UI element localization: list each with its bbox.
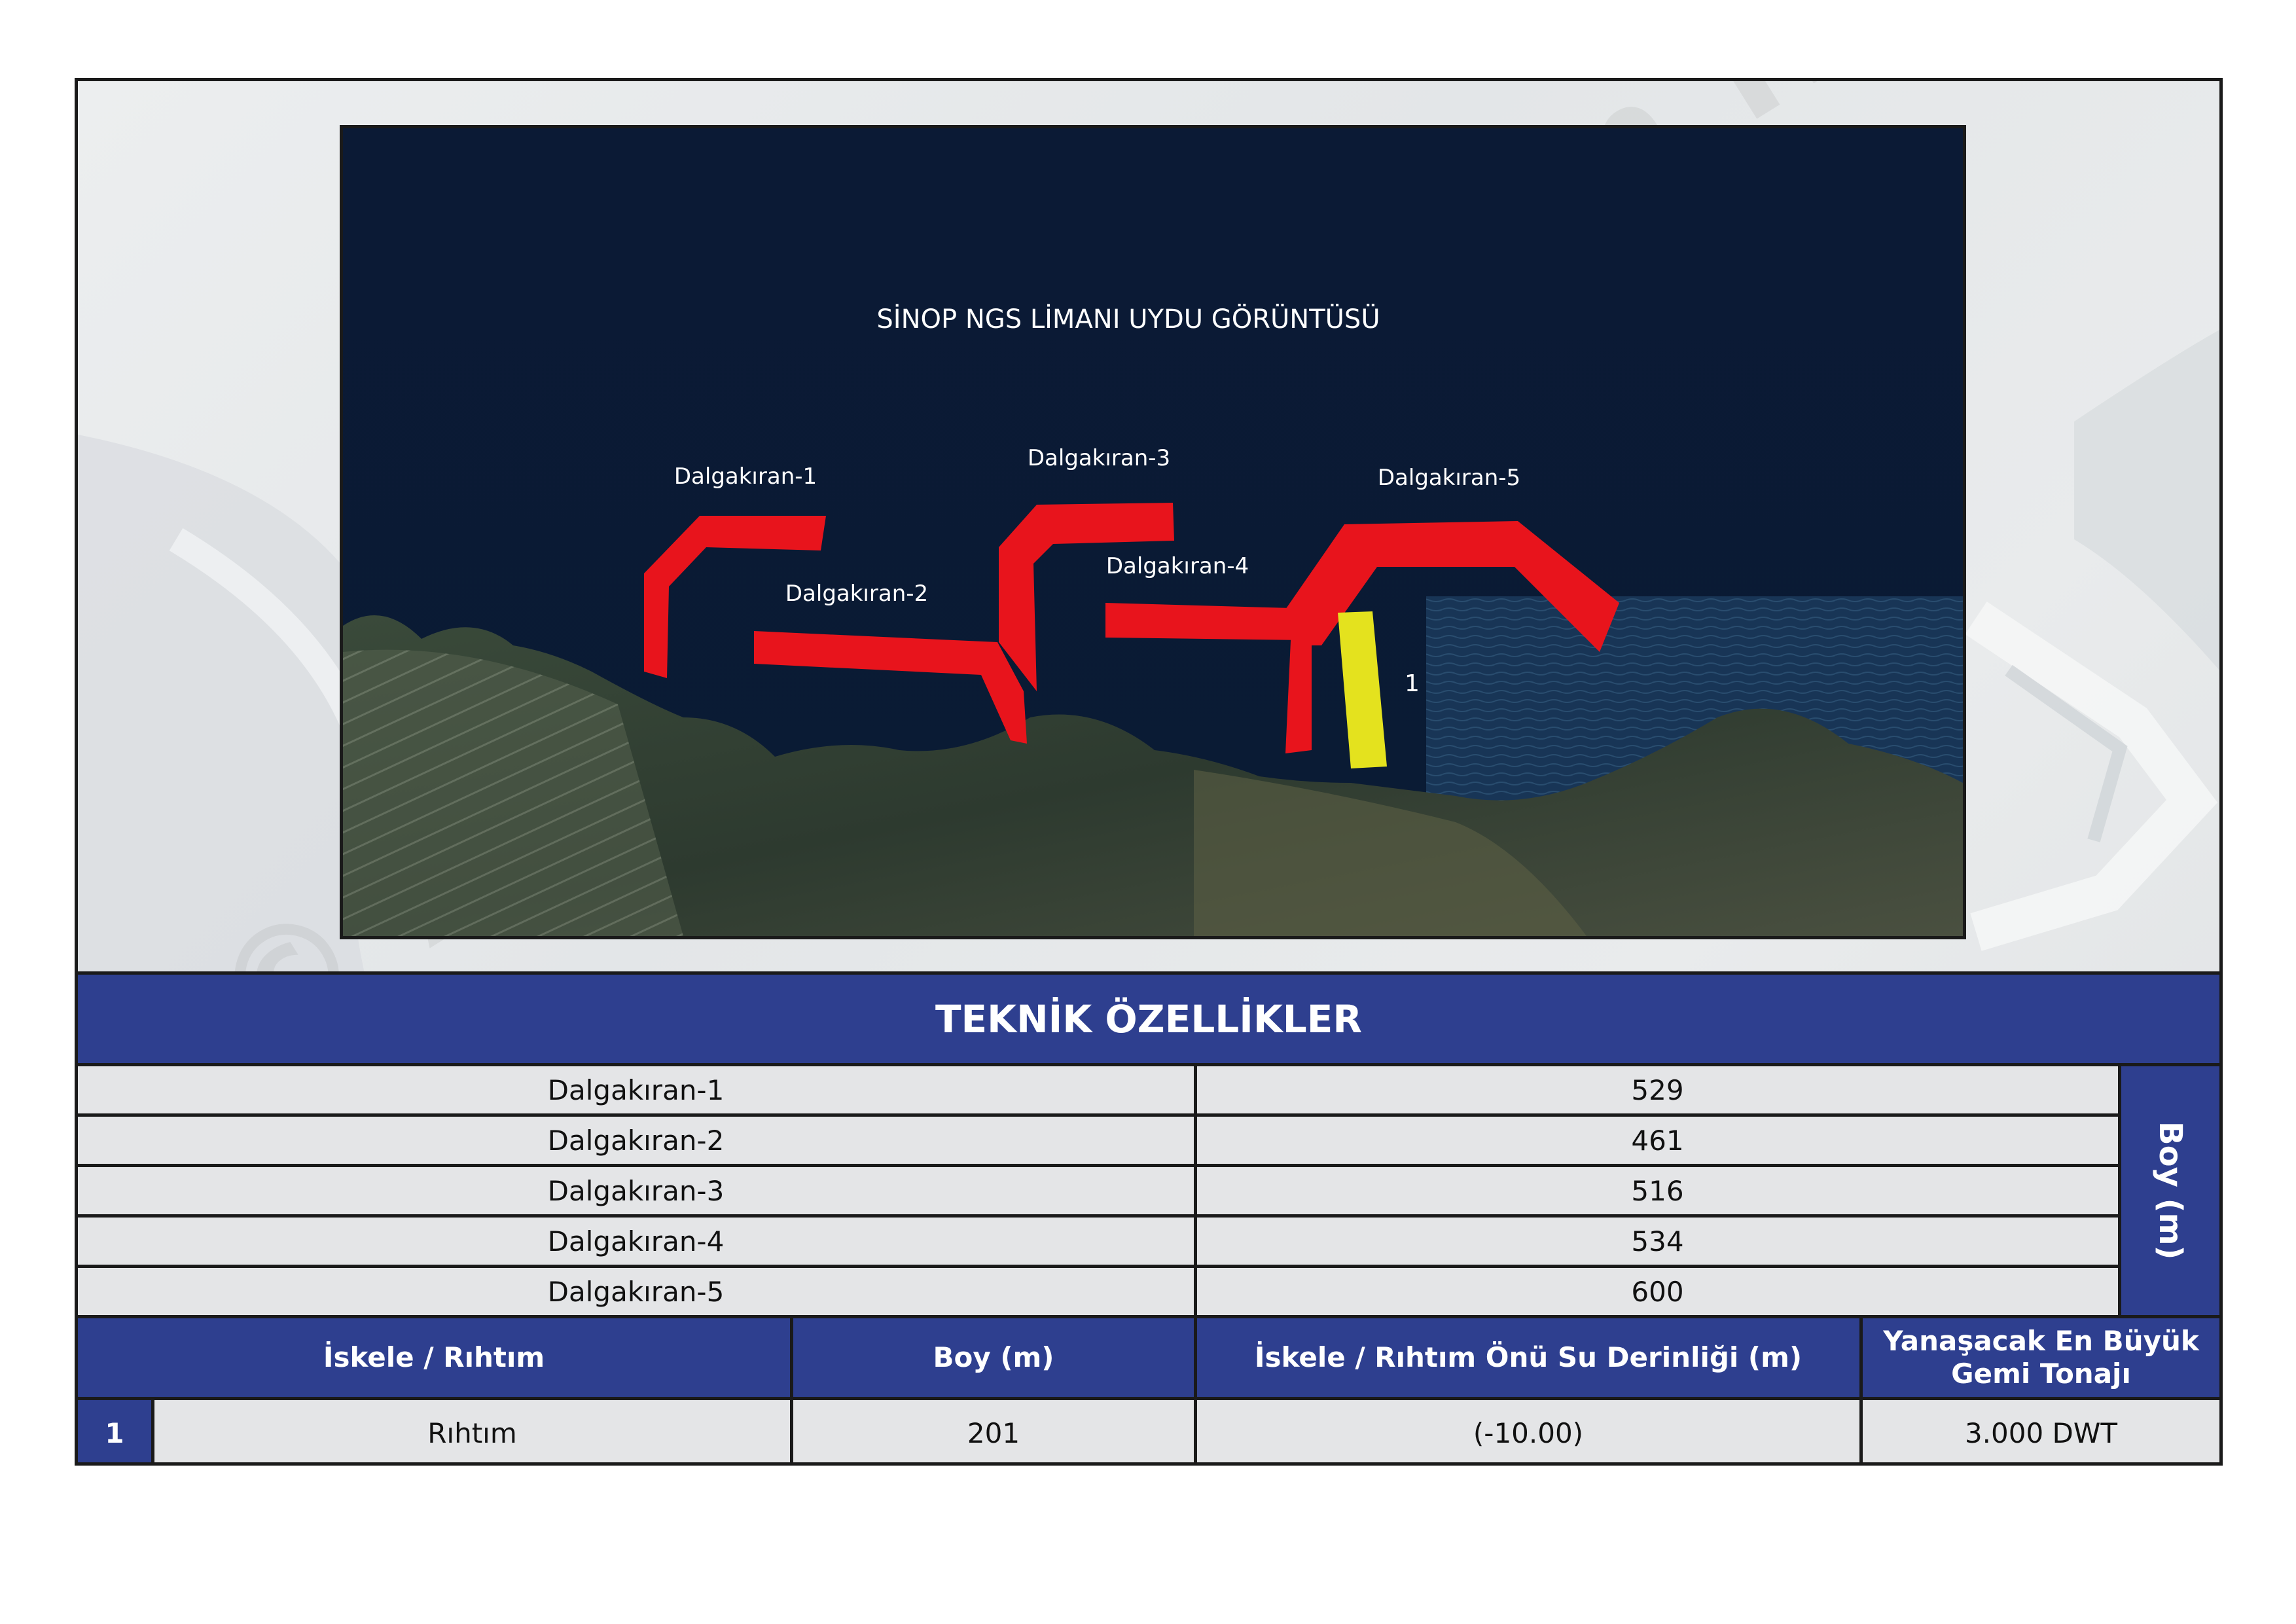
breakwater-name: Dalgakıran-5 xyxy=(78,1268,1197,1315)
header-tonnage: Yanaşacak En Büyük Gemi Tonajı xyxy=(1883,1324,2199,1390)
breakwater-name: Dalgakıran-1 xyxy=(78,1066,1197,1113)
breakwater-length: 516 xyxy=(1197,1167,2118,1214)
header-depth: İskele / Rıhtım Önü Su Derinliği (m) xyxy=(1197,1318,1863,1397)
breakwater-length: 529 xyxy=(1197,1066,2118,1113)
pier-length: 201 xyxy=(793,1400,1197,1466)
satellite-map xyxy=(340,125,1966,939)
table-row xyxy=(78,1218,2118,1268)
table-row xyxy=(78,1167,2118,1218)
breakwater-name: Dalgakıran-2 xyxy=(78,1117,1197,1164)
header-pier: İskele / Rıhtım xyxy=(78,1318,793,1397)
pier-depth: (-10.00) xyxy=(1197,1400,1863,1466)
table-row xyxy=(78,1268,2118,1318)
breakwater-name: Dalgakıran-4 xyxy=(78,1218,1197,1265)
label-breakwater-3: Dalgakıran-3 xyxy=(1027,445,1171,471)
label-breakwater-2: Dalgakıran-2 xyxy=(785,581,929,607)
breakwater-length: 600 xyxy=(1197,1268,2118,1315)
section-title: TEKNİK ÖZELLİKLER xyxy=(935,996,1363,1041)
breakwater-4-shape xyxy=(1105,603,1305,640)
label-breakwater-4: Dalgakıran-4 xyxy=(1105,553,1249,579)
breakwater-length: 534 xyxy=(1197,1218,2118,1265)
table-row xyxy=(78,1066,2118,1117)
header-length: Boy (m) xyxy=(793,1318,1197,1397)
label-breakwater-1: Dalgakıran-1 xyxy=(673,463,817,490)
max-vessel-tonnage: 3.000 DWT xyxy=(1863,1400,2219,1466)
table-row xyxy=(78,1117,2118,1167)
breakwater-length: 461 xyxy=(1197,1117,2118,1164)
document-frame xyxy=(75,78,2223,1466)
section-header xyxy=(78,971,2219,1066)
label-pier-1: 1 xyxy=(1405,670,1420,697)
label-breakwater-5: Dalgakıran-5 xyxy=(1377,465,1521,491)
side-label-text: Boy (m) xyxy=(2152,1121,2189,1260)
breakwater-name: Dalgakıran-3 xyxy=(78,1167,1197,1214)
pier-type: Rıhtım xyxy=(154,1400,793,1466)
map-title: SİNOP NGS LİMANI UYDU GÖRÜNTÜSÜ xyxy=(876,304,1380,334)
length-unit-side-label xyxy=(2118,1066,2219,1318)
pier-table-header xyxy=(78,1318,2219,1400)
table-row xyxy=(78,1400,2219,1466)
map-canvas xyxy=(343,128,1963,936)
row-index: 1 xyxy=(78,1400,154,1466)
